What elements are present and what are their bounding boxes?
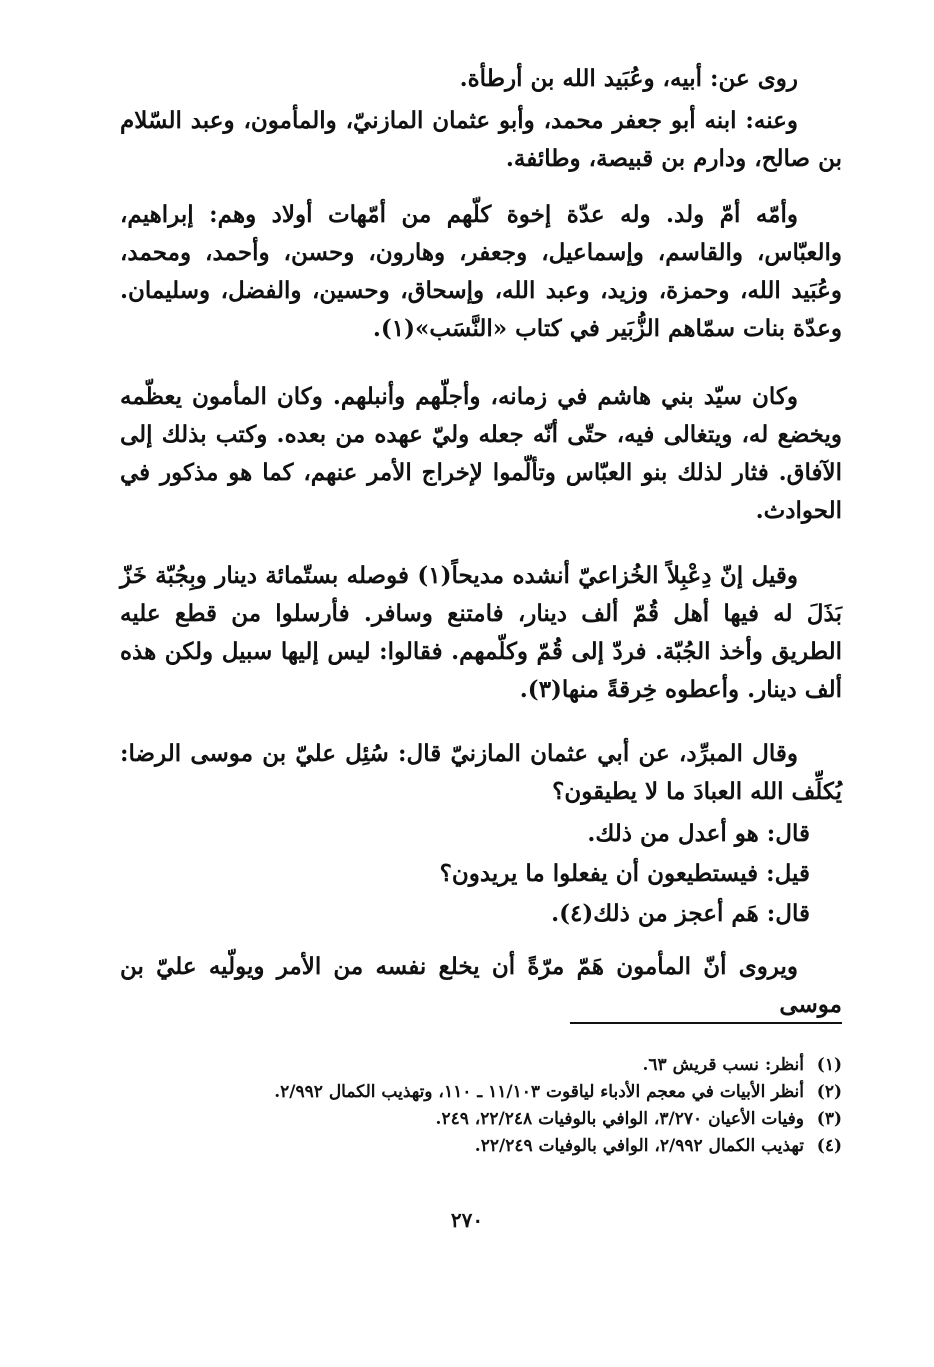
footnote-number: (٢)	[816, 1082, 842, 1102]
paragraph-mamun	[120, 948, 842, 1024]
footnote-divider	[570, 1022, 842, 1024]
paragraph-text: وعنه: ابنه أبو جعفر محمد، وأبو عثمان المازنيّ، والمأمون، وعبد السّلام بن صالح، ودارم بن قبيصة، وطائفة.	[120, 107, 842, 172]
paragraph-text: وقيل إنّ دِعْبِلاً الخُزاعيّ أنشده مديحاً(١) فوصله بستّمائة دينار وبِجُبّة خَزّ بَذَلَ له فيها أهل قُمّ ألف دينار، فامتنع وسافر. فأرسلوا من قطع عليه الطريق وأخذ الجُبّة. فردّ إلى قُمّ وكلّمهم. فقالوا: ليس إليها سبيل ولكن هذه ألف دينار. وأعطوه خِرقةً منها(٣).	[120, 562, 842, 703]
footnotes	[142, 1052, 842, 1160]
paragraph-text: ويروى أنّ المأمون هَمّ مرّةً أن يخلع نفسه من الأمر ويولّيه عليّ بن موسى	[120, 953, 842, 1018]
paragraph-mubarrad	[120, 735, 842, 811]
paragraph-text: وكان سيّد بني هاشم في زمانه، وأجلّهم وأنبلهم. وكان المأمون يعظّمه ويخضع له، ويتغالى فيه، حتّى أنّه جعله وليّ عهده من بعده. وكتب بذلك إلى الآفاق. فثار لذلك بنو العبّاس وتألّموا لإخراج الأمر عنهم، كما هو مذكور في الحوادث.	[120, 383, 842, 524]
footnote-number: (٤)	[816, 1136, 842, 1156]
paragraph-narrators	[120, 60, 842, 98]
qa-answer-line: قال: هو أعدل من ذلك.	[587, 820, 810, 847]
footnote-text: أنظر الأبيات في معجم الأدباء لياقوت ١١/١٠٣ ـ ١١٠، وتهذيب الكمال ٢/٩٩٢.	[274, 1082, 804, 1102]
footnote-item	[142, 1133, 842, 1160]
footnote-text: تهذيب الكمال ٢/٩٩٢، الوافي بالوفيات ٢٢/٢٤٩.	[474, 1136, 804, 1156]
footnote-number: (٣)	[816, 1109, 842, 1129]
page-number: ٢٧٠	[450, 1208, 484, 1232]
paragraph-text: وقال المبرِّد، عن أبي عثمان المازنيّ قال: سُئِل عليّ بن موسى الرضا: يُكلِّف الله العبادَ ما لا يطيقون؟	[120, 740, 842, 805]
footnote-number: (١)	[816, 1055, 842, 1075]
paragraph-family	[120, 196, 842, 348]
paragraph-text: وأمّه أمّ ولد. وله عدّة إخوة كلّهم من أمّهات أولاد وهم: إبراهيم، والعبّاس، والقاسم، وإسماعيل، وجعفر، وهارون، وحسن، وأحمد، ومحمد، وعُبَيد الله، وحمزة، وزيد، وعبد الله، وإسحاق، وحسين، والفضل، وسليمان. وعدّة بنات سمّاهم الزُّبَير في كتاب «النَّسَب»(١).	[120, 201, 842, 342]
paragraph-status	[120, 378, 842, 530]
footnote-text: أنظر: نسب قريش ٦٣.	[642, 1055, 804, 1075]
qa-question-line: قيل: فيستطيعون أن يفعلوا ما يريدون؟	[439, 860, 810, 887]
footnote-item	[142, 1079, 842, 1106]
paragraph-text: روى عن: أبيه، وعُبَيد الله بن أرطأة.	[459, 65, 798, 92]
paragraph-students	[120, 102, 842, 178]
paragraph-dibil	[120, 557, 842, 709]
footnote-item	[142, 1106, 842, 1133]
qa-answer-line: قال: هَم أعجز من ذلك(٤).	[551, 900, 810, 927]
footnote-item	[142, 1052, 842, 1079]
footnote-text: وفيات الأعيان ٣/٢٧٠، الوافي بالوفيات ٢٢/٢٤٨، ٢٤٩.	[435, 1109, 804, 1129]
